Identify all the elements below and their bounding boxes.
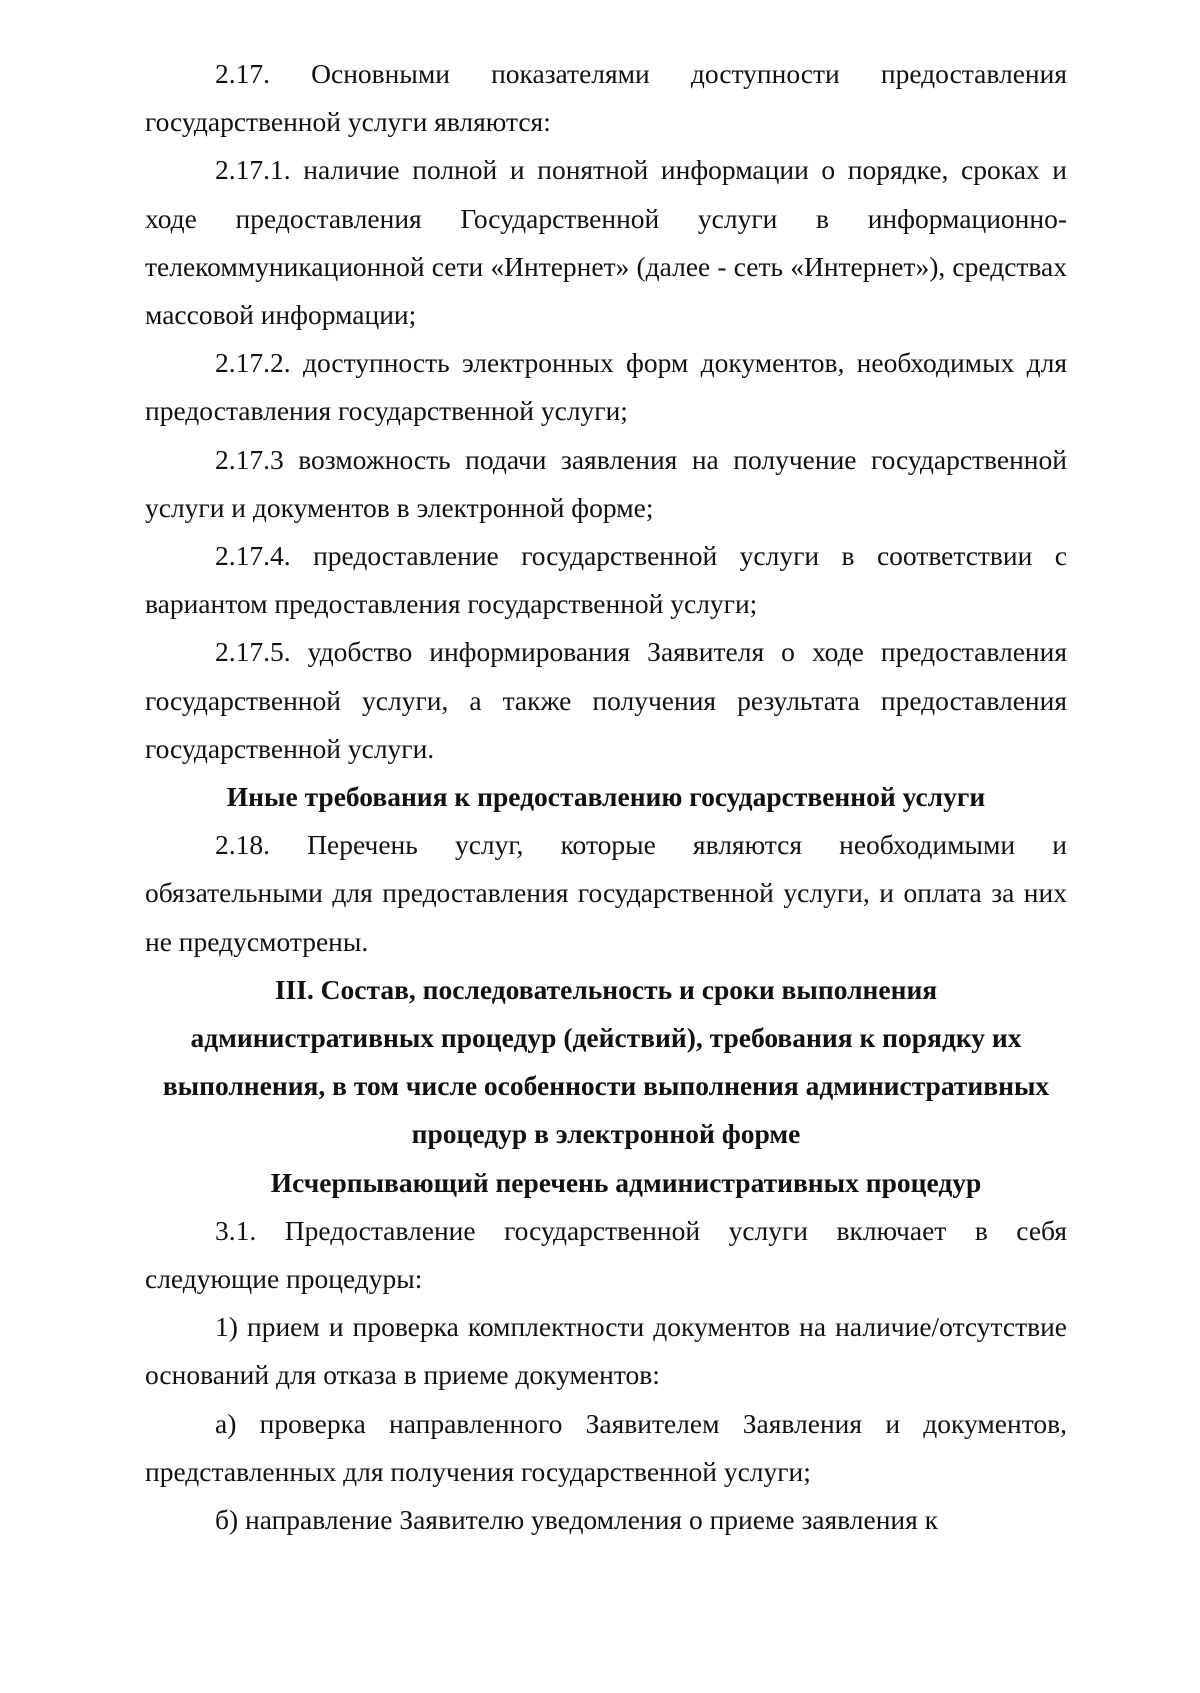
heading-other-requirements: Иные требования к предоставлению государственной услуги bbox=[226, 781, 986, 813]
paragraph-2-18: 2.18. Перечень услуг, которые являются необходимыми и обязательными для предоставления государственной услуги, и оплата за них не предусмотрены. bbox=[145, 829, 1067, 957]
paragraph-2-17-5: 2.17.5. удобство информирования Заявителя о ходе предоставления государственной услуги, а также получения результата предоставления государственной услуги. bbox=[145, 636, 1067, 764]
section-heading bbox=[145, 966, 1067, 1159]
section-heading-line: административных процедур (действий), требования к порядку их bbox=[190, 1022, 1022, 1054]
paragraph-2-17-1: 2.17.1. наличие полной и понятной информации о порядке, сроках и ходе предоставления Государственной услуги в информационно-телекоммуникационной сети «Интернет» (далее - сеть «Интернет»), средствах массовой информации; bbox=[145, 154, 1067, 331]
list-item-a: а) проверка направленного Заявителем Заявления и документов, представленных для получения государственной услуги; bbox=[145, 1407, 1067, 1487]
paragraph-2-17-2: 2.17.2. доступность электронных форм документов, необходимых для предоставления государственной услуги; bbox=[145, 347, 1067, 427]
paragraph-3-1: 3.1. Предоставление государственной услуги включает в себя следующие процедуры: bbox=[145, 1214, 1067, 1295]
paragraph-2-17-3: 2.17.3 возможность подачи заявления на получение государственной услуги и документов в электронной форме; bbox=[145, 443, 1067, 523]
section-heading-line: III. Состав, последовательность и сроки выполнения bbox=[274, 973, 938, 1005]
document-page bbox=[145, 50, 1067, 1544]
paragraph-2-17: 2.17. Основными показателями доступности предоставления государственной услуги являются: bbox=[145, 58, 1067, 138]
section-heading-line: выполнения, в том числе особенности выполнения административных bbox=[162, 1070, 1050, 1102]
list-item-1: 1) прием и проверка комплектности документов на наличие/отсутствие оснований для отказа в приеме документов: bbox=[145, 1311, 1067, 1391]
section-heading-line: процедур в электронной форме bbox=[411, 1118, 801, 1150]
paragraph-2-17-4: 2.17.4. предоставление государственной услуги в соответствии с вариантом предоставления государственной услуги; bbox=[145, 540, 1067, 620]
list-item-b: б) направление Заявителю уведомления о приеме заявления к bbox=[215, 1504, 939, 1536]
heading-procedures: Исчерпывающий перечень административных процедур bbox=[270, 1166, 982, 1198]
